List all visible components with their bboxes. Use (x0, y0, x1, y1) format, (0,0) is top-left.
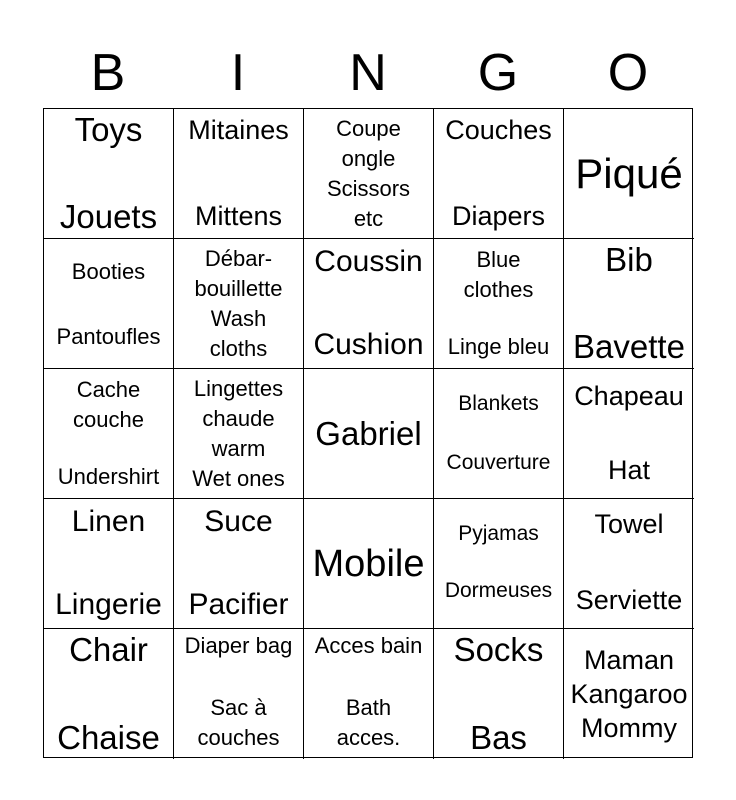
cell-text-top-group (73, 375, 144, 435)
cell-text-top: Booties (71, 259, 146, 284)
bingo-cell-coupe-ongle[interactable] (304, 109, 434, 239)
cell-text-line: Lingettes (193, 375, 284, 401)
cell-text-top: Acces bain (314, 633, 423, 658)
cell-text-line: Sac à (210, 695, 267, 720)
cell-text-line: Cache (76, 377, 141, 402)
bingo-cell-bib[interactable] (564, 239, 694, 369)
bingo-cell-towel[interactable] (564, 499, 694, 629)
header-letter-o: O (607, 44, 649, 102)
bingo-cell-debarbouillette[interactable] (174, 239, 304, 369)
cell-text-bottom: Serviette (575, 585, 683, 615)
cell-text-bottom: Chaise (57, 719, 160, 756)
cell-text-single: Piqué (575, 149, 683, 197)
cell-text-line: Maman (583, 645, 675, 675)
cell-text-top: Socks (453, 631, 544, 668)
cell-text-bottom-group (337, 693, 401, 753)
cell-text-bottom: Bavette (573, 328, 685, 365)
bingo-cell-acces-bain[interactable] (304, 629, 434, 759)
bingo-card-grid (43, 108, 693, 758)
cell-text-bottom: Undershirt (57, 464, 160, 489)
bingo-header (43, 40, 693, 106)
cell-text-bottom: Jouets (59, 198, 158, 235)
bingo-cell-linen[interactable] (44, 499, 174, 629)
bingo-cell-lingettes[interactable] (174, 369, 304, 499)
cell-text-line: Wet ones (192, 465, 285, 491)
cell-text-bottom: Pantoufles (56, 324, 161, 349)
cell-text-bottom: Pacifier (188, 588, 289, 621)
bingo-cell-mitaines[interactable] (174, 109, 304, 239)
cell-text-top: Couches (445, 115, 552, 145)
cell-text-line: Kangaroo (570, 679, 688, 709)
cell-text-single: Gabriel (315, 414, 422, 452)
bingo-cell-coussin[interactable] (304, 239, 434, 369)
bingo-cell-booties[interactable] (44, 239, 174, 369)
cell-text-bottom: Mittens (194, 201, 283, 231)
bingo-cell-socks[interactable] (434, 629, 564, 759)
cell-text-top-group (464, 245, 534, 305)
cell-text-bottom: Diapers (451, 201, 546, 231)
cell-text-top: Mitaines (188, 115, 289, 145)
cell-text-line: cloths (209, 335, 268, 361)
bingo-cell-blue-clothes[interactable] (434, 239, 564, 369)
bingo-cell-chair[interactable] (44, 629, 174, 759)
bingo-cell-blankets[interactable] (434, 369, 564, 499)
bingo-cell-diaper-bag[interactable] (174, 629, 304, 759)
bingo-cell-toys[interactable] (44, 109, 174, 239)
cell-text-line: warm (211, 435, 266, 461)
cell-text-bottom: Hat (607, 455, 651, 485)
cell-text-line: clothes (463, 277, 534, 302)
cell-text-bottom: Lingerie (55, 588, 162, 621)
cell-text-top: Chair (69, 631, 148, 668)
cell-text-line: bouillette (194, 275, 283, 301)
cell-text-top: Bib (605, 241, 653, 278)
cell-text-line: acces. (336, 725, 401, 750)
cell-text-line: couche (73, 407, 144, 432)
cell-text-bottom: Linge bleu (447, 334, 550, 359)
bingo-cell-mobile[interactable] (304, 499, 434, 629)
bingo-cell-gabriel[interactable] (304, 369, 434, 499)
cell-text-line: chaude (202, 405, 275, 431)
header-letter-i: I (230, 44, 246, 102)
header-letter-n: N (349, 44, 387, 102)
bingo-cell-chapeau[interactable] (564, 369, 694, 499)
cell-text-line: Coupe (336, 115, 401, 141)
cell-text-top: Diaper bag (184, 633, 293, 658)
cell-text-top: Linen (71, 505, 146, 538)
cell-text-bottom-group (198, 693, 280, 753)
bingo-cell-pyjamas[interactable] (434, 499, 564, 629)
bingo-cell-cache-couche[interactable] (44, 369, 174, 499)
cell-text-line: couches (197, 725, 280, 750)
bingo-cell-maman-kangaroo[interactable] (564, 629, 694, 759)
cell-text-top: Suce (204, 505, 273, 538)
cell-text-top: Blankets (458, 392, 539, 415)
cell-text-top: Chapeau (574, 381, 684, 411)
cell-text-top: Coussin (314, 245, 423, 278)
header-letter-b: B (90, 44, 126, 102)
bingo-cell-couches[interactable] (434, 109, 564, 239)
cell-text-line: ongle (341, 145, 396, 171)
cell-text-line: Mommy (581, 713, 677, 743)
cell-text-bottom: Cushion (313, 328, 424, 361)
bingo-cell-pique[interactable] (564, 109, 694, 239)
bingo-cell-suce[interactable] (174, 499, 304, 629)
cell-text-line: Blue (476, 247, 521, 272)
cell-text-line: etc (353, 205, 384, 231)
cell-text-bottom: Bas (470, 719, 527, 756)
cell-text-top: Toys (74, 111, 143, 148)
header-letter-g: G (477, 44, 519, 102)
cell-text-line: Scissors (326, 175, 411, 201)
cell-text-bottom: Dormeuses (444, 579, 553, 602)
cell-text-top: Pyjamas (458, 522, 539, 545)
cell-text-single: Mobile (312, 542, 425, 585)
cell-text-bottom: Couverture (446, 451, 551, 474)
cell-text-line: Bath (345, 695, 392, 720)
cell-text-line: Débar- (204, 245, 273, 271)
cell-text-line: Wash (210, 305, 267, 331)
cell-text-top: Towel (594, 509, 664, 539)
